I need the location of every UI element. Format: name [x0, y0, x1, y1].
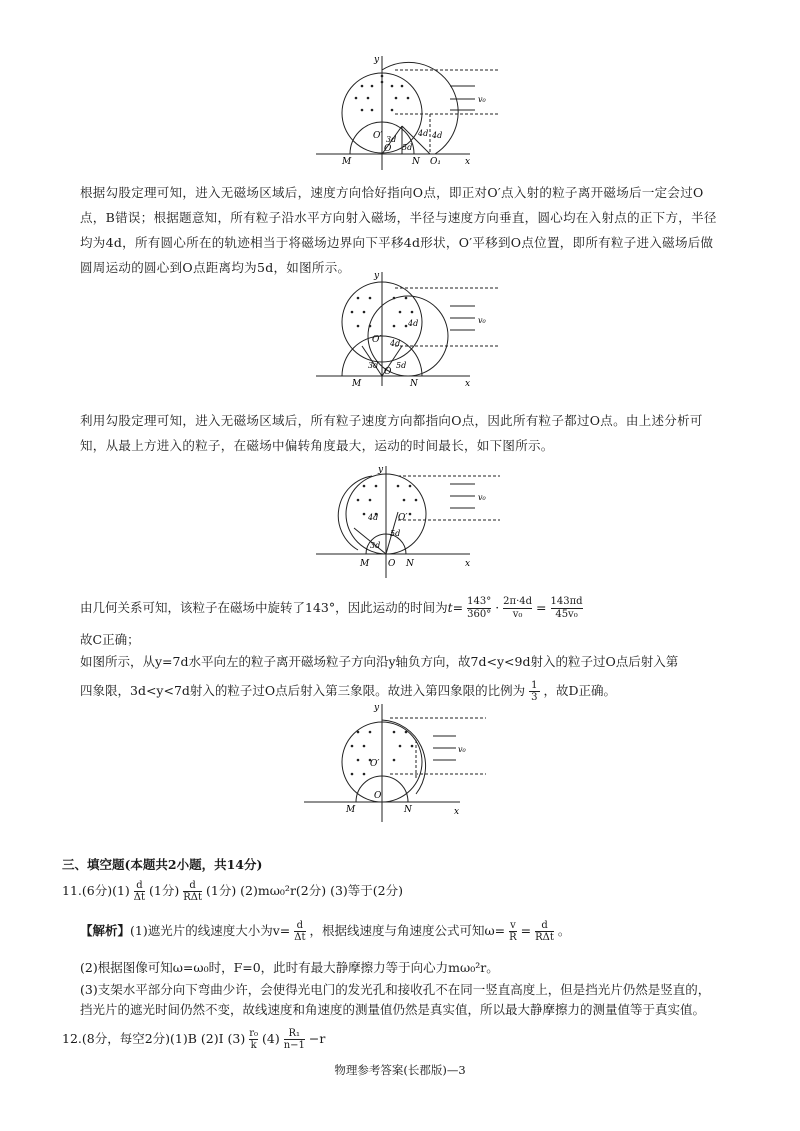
paragraph-2: 利用勾股定理可知，进入无磁场区域后，所有粒子速度方向都指向O点，因此所有粒子都过O点。由上述分析可知，从最上方进入的粒子，在磁场中偏转角度最大，运动的时间最长，如下图所示。 — [80, 413, 703, 453]
svg-text:v₀: v₀ — [478, 493, 486, 502]
svg-text:x: x — [465, 379, 471, 388]
svg-text:y: y — [378, 465, 384, 475]
svg-text:5d: 5d — [402, 143, 413, 152]
page-footer: 物理参考答案(长郡版)—3 — [334, 1063, 466, 1077]
figure-2-diagram — [310, 268, 510, 388]
svg-text:N: N — [404, 805, 412, 815]
svg-text:4d: 4d — [408, 319, 419, 328]
analysis-3-line-2: 挡光片的遮光时间仍然不变，故线速度和角速度的测量值仍然是真实值，所以最大静摩擦力的测量值等于真实值。 — [80, 1002, 706, 1017]
figure-2 — [310, 268, 510, 388]
fraction-1-3: $\frac{1}{3}$ — [531, 680, 538, 703]
paragraph-5-line-2: 四象限，3d<y<7d射入的粒子过O点后射入第三象限。故进入第四象限的比例为 $\frac{1}{3}$ ，故D正确。 — [80, 680, 617, 703]
svg-text:M: M — [352, 379, 362, 388]
svg-text:O: O — [384, 144, 392, 154]
question-11-answer: 11.(6分)(1) $\frac{d}{\Delta t}$ (1分) d RΔt (1分) (2)mω₀²r(2分) (3)等于(2分) — [62, 880, 404, 903]
fraction-d-dt-2: $\frac{d}{\Delta t}$ — [294, 920, 306, 943]
svg-text:M: M — [360, 559, 370, 569]
svg-text:O: O — [388, 559, 396, 569]
fraction-d-rdt-2: d RΔt — [535, 920, 554, 943]
fraction-r1-n-1: $\frac{\text{R₁}}{n-1}$ — [283, 1028, 305, 1051]
svg-text:O₁: O₁ — [430, 157, 441, 167]
svg-text:3d: 3d — [368, 361, 379, 370]
paragraph-3: 由几何关系可知，该粒子在磁场中旋转了143°，因此运动的时间为t= $\frac{143^\circ}{360^\circ}$ · $\frac{2\pi\cdot 4d}{\text{v₀}}$ = $\frac{143\pi d}{\text{45v₀}}$ — [80, 596, 583, 620]
svg-text:5d: 5d — [396, 361, 407, 370]
section-3-heading: 三、填空题(本题共2小题，共14分) — [62, 857, 263, 872]
svg-text:O′: O′ — [398, 513, 408, 523]
svg-text:v₀: v₀ — [478, 316, 486, 325]
fraction-143pid-45v0: $\frac{143\pi d}{\text{45v₀}}$ — [550, 596, 583, 620]
svg-text:O: O — [374, 791, 382, 801]
svg-text:x: x — [465, 157, 471, 167]
svg-text:N: N — [406, 559, 414, 569]
analysis-1: 【解析】(1)遮光片的线速度大小为v= $\frac{d}{\Delta t}$ ，根据线速度与角速度公式可知ω= $\frac{v}{R}$ = d RΔt 。 — [80, 920, 571, 943]
svg-text:x: x — [454, 807, 460, 817]
figure-3 — [310, 462, 510, 582]
svg-text:4d: 4d — [390, 339, 401, 348]
svg-text:y: y — [374, 271, 380, 281]
paragraph-1: 根据勾股定理可知，进入无磁场区域后，速度方向恰好指向O点，即正对O′点入射的粒子离开磁场后一定会过O点，B错误；根据题意知，所有粒子沿水平方向射入磁场，半径与速度方向垂直，圆心均在入射点的正下方，半径均为4d，所有圆心所在的轨迹相当于将磁场边界向下平移4d形状，O′平移到O点位置，即所有粒子进入磁场后做圆周运动的圆心到O点距离均为5d，如图所示。 — [80, 185, 717, 275]
paragraph-4: 故C正确； — [80, 632, 140, 647]
figure-1-diagram — [310, 52, 510, 172]
svg-text:M: M — [342, 157, 352, 167]
figure-4-diagram — [298, 700, 498, 825]
figure-1 — [310, 52, 510, 172]
svg-text:3d: 3d — [386, 135, 397, 144]
svg-text:v₀: v₀ — [458, 745, 466, 754]
svg-text:4d: 4d — [368, 513, 379, 522]
paragraph-5-line-1: 如图所示，从y=7d水平向左的粒子离开磁场粒子方向沿y轴负方向，故7d<y<9d射入的粒子过O点后射入第 — [80, 654, 679, 669]
analysis-3-line-1: (3)支架水平部分向下弯曲少许，会使得光电门的发光孔和接收孔不在同一竖直高度上，但是挡光片仍然是竖直的， — [80, 982, 711, 997]
svg-text:N: N — [412, 157, 420, 167]
svg-text:O: O — [384, 367, 392, 377]
svg-text:M: M — [346, 805, 356, 815]
fraction-d-rdt: d RΔt — [183, 880, 202, 903]
svg-text:v₀: v₀ — [478, 95, 486, 104]
svg-text:y: y — [374, 703, 380, 713]
fraction-2pi4d-v0: $\frac{2\pi\cdot 4d}{\text{v₀}}$ — [503, 596, 533, 620]
svg-text:4d: 4d — [432, 131, 443, 140]
figure-3-diagram — [310, 462, 510, 582]
svg-text:O′: O′ — [373, 131, 383, 141]
svg-text:O′: O′ — [370, 759, 380, 769]
svg-text:x: x — [465, 559, 471, 569]
svg-text:O′: O′ — [372, 335, 382, 345]
svg-text:N: N — [410, 379, 418, 388]
svg-text:y: y — [374, 55, 380, 65]
figure-4 — [298, 700, 498, 825]
svg-text:5d: 5d — [390, 529, 401, 538]
fraction-v-r: $\frac{v}{R}$ — [509, 920, 517, 943]
fraction-143-360: $\frac{143^\circ}{360^\circ}$ — [467, 596, 492, 620]
fraction-r0-k: $\frac{\text{r₀}}{k}$ — [249, 1028, 259, 1051]
svg-text:4d: 4d — [418, 129, 429, 138]
question-12-answer: 12.(8分，每空2分)(1)B (2)Ⅰ (3) $\frac{\text{r₀}}{k}$ (4) $\frac{\text{R₁}}{n-1}$ −r — [62, 1028, 326, 1051]
fraction-d-dt: $\frac{d}{\Delta t}$ — [133, 880, 146, 903]
analysis-2: (2)根据图像可知ω=ω₀时，F=0，此时有最大静摩擦力等于向心力mω₀²r。 — [80, 960, 499, 975]
svg-text:3d: 3d — [370, 541, 381, 550]
